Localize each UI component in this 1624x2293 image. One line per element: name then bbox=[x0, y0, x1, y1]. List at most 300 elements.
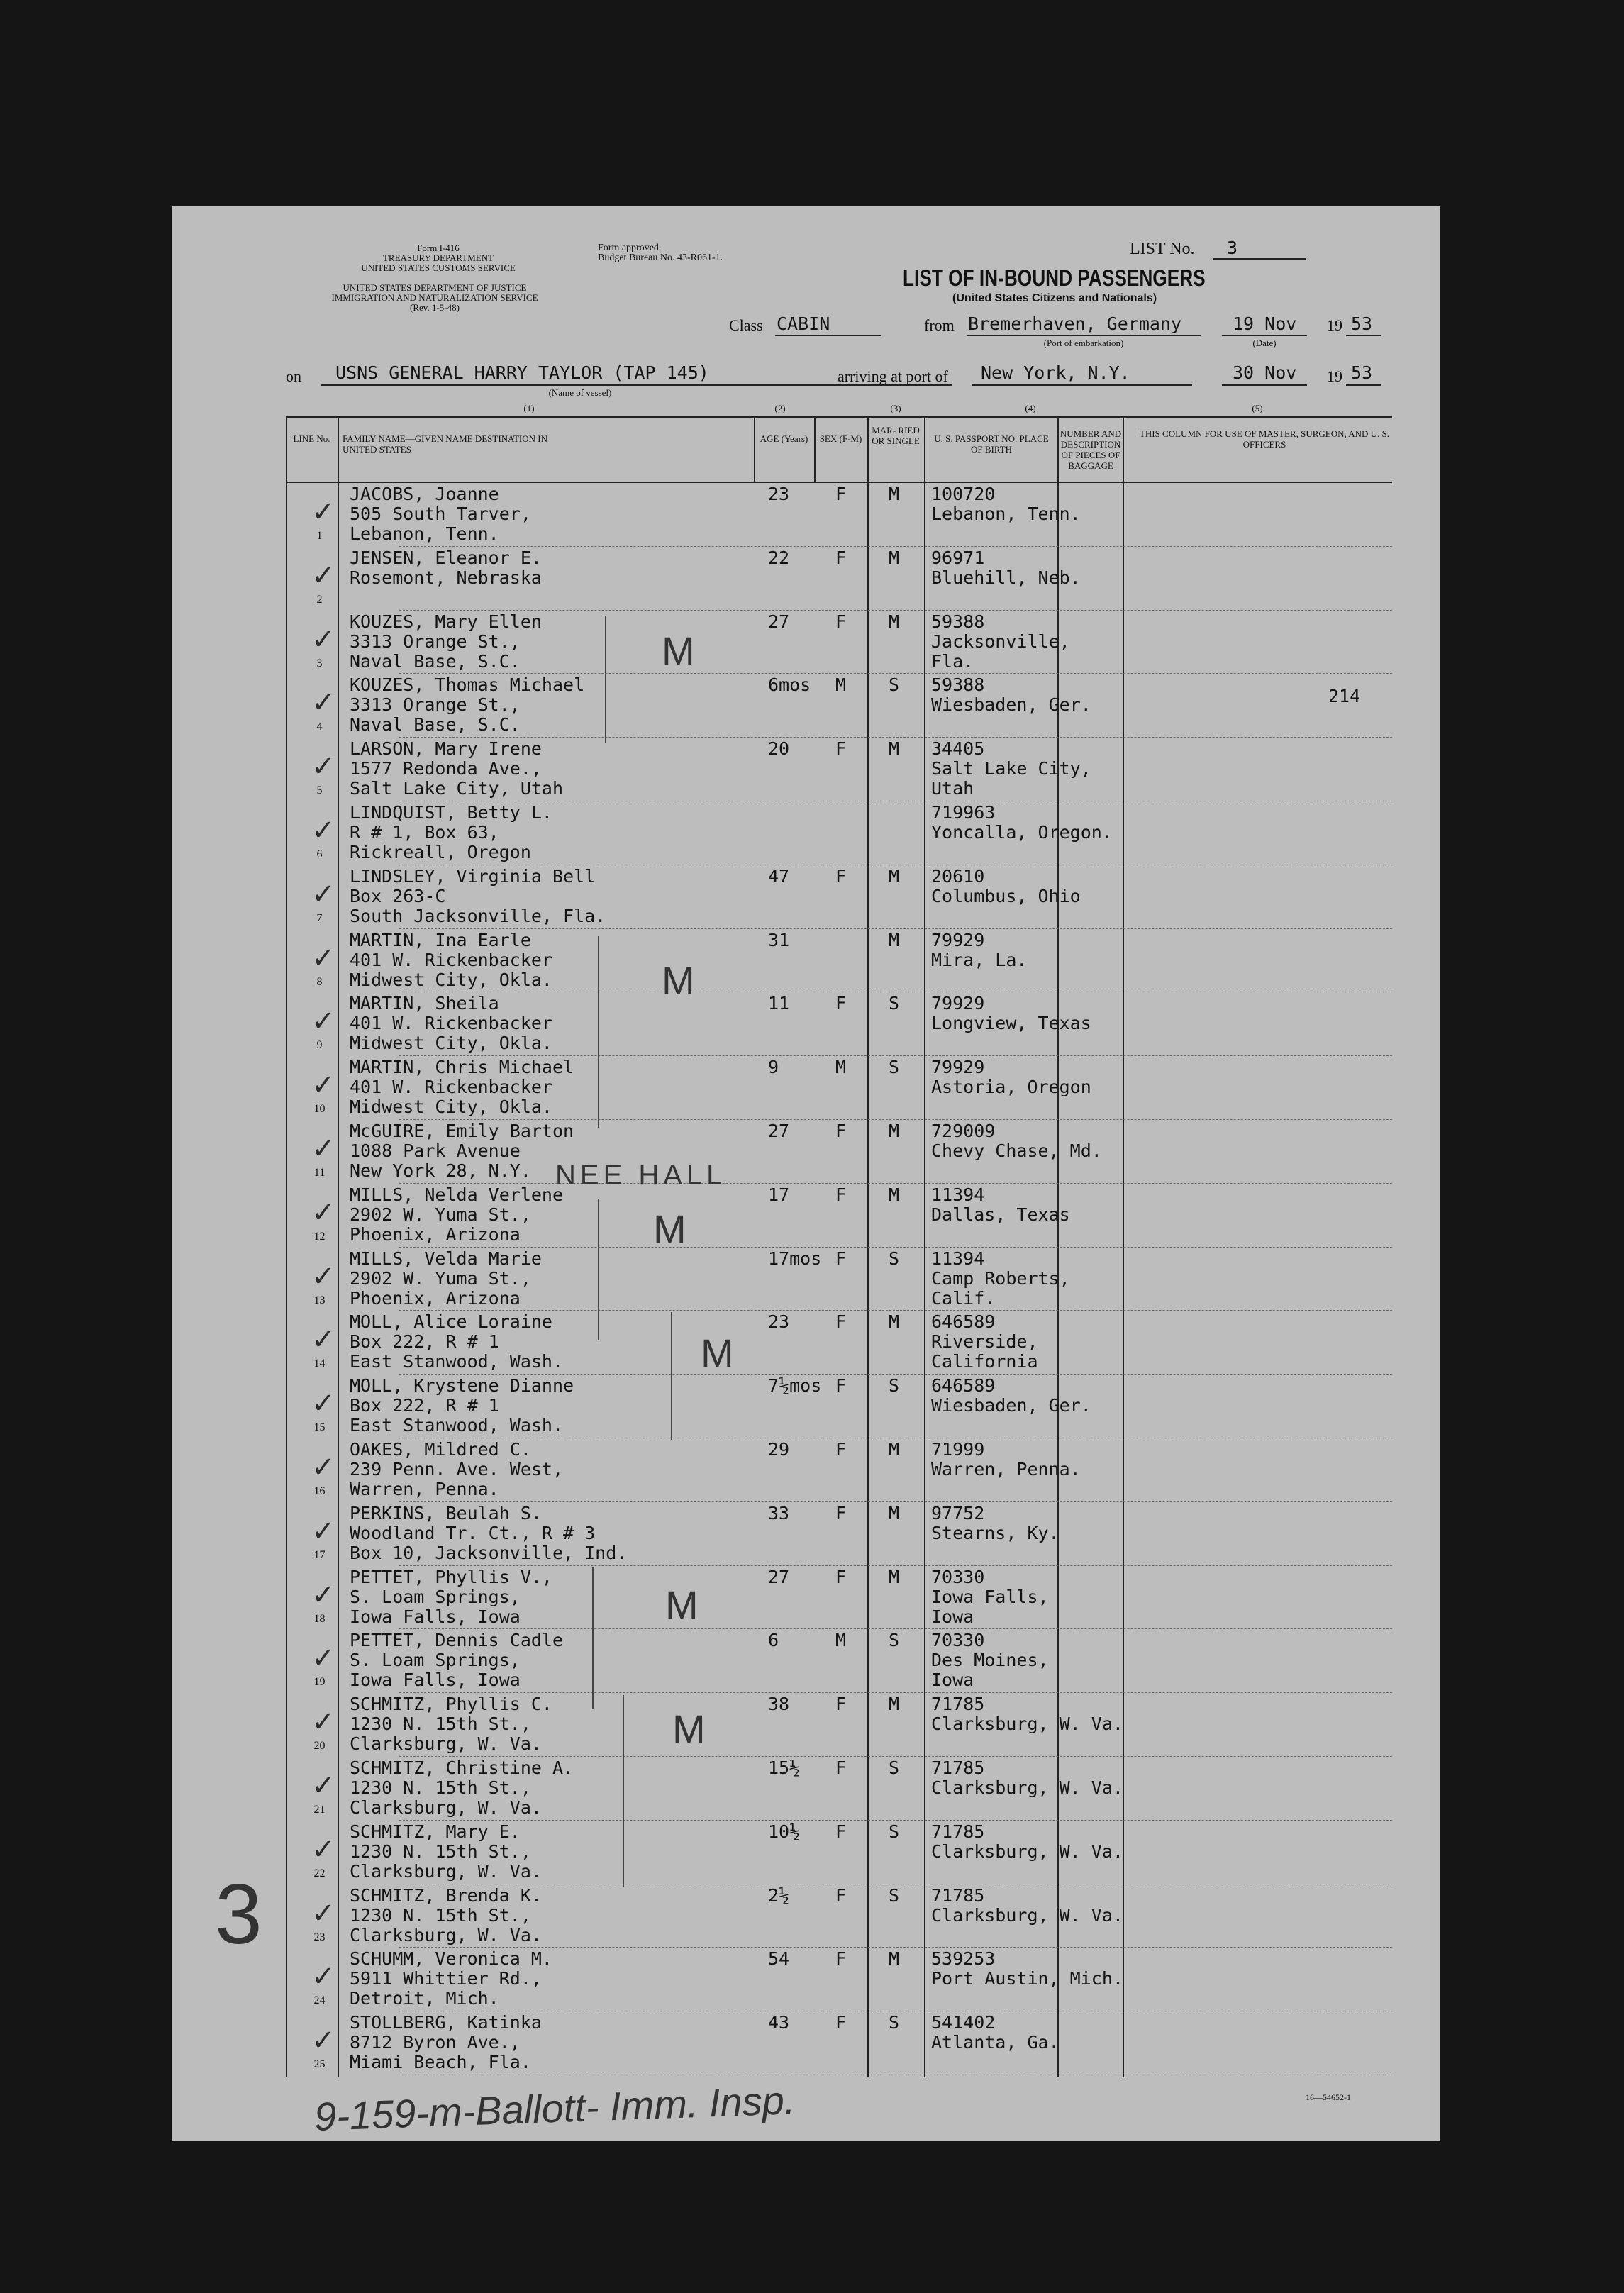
table-row bbox=[286, 611, 1392, 674]
revision: (Rev. 1-5-48) bbox=[410, 302, 460, 313]
line-number: 19 bbox=[313, 1676, 326, 1689]
passenger-table bbox=[286, 416, 1392, 2077]
birth-place: Clarksburg, W. Va. bbox=[931, 1714, 1123, 1735]
vessel-caption: (Name of vessel) bbox=[548, 387, 612, 398]
address-line-2: Naval Base, S.C. bbox=[350, 714, 521, 735]
line-number: 12 bbox=[313, 1230, 326, 1243]
check-mark-icon: ✓ bbox=[311, 1006, 335, 1038]
handwritten-m-mark: M bbox=[662, 958, 695, 1003]
line-number: 23 bbox=[313, 1931, 326, 1943]
footer-code: 16—54652-1 bbox=[1306, 2092, 1351, 2102]
age: 10½ bbox=[768, 1821, 801, 1842]
marital-status: S bbox=[889, 1057, 900, 1078]
sex: F bbox=[835, 1248, 847, 1269]
sex: F bbox=[835, 1311, 847, 1333]
address-line-1: Box 222, R # 1 bbox=[350, 1395, 499, 1416]
passport-number: 11394 bbox=[931, 1184, 985, 1205]
address-line-1: Box 263-C bbox=[350, 885, 446, 906]
sex: F bbox=[835, 1184, 847, 1205]
table-row bbox=[286, 547, 1392, 611]
table-row bbox=[286, 1821, 1392, 1884]
passenger-name: SCHUMM, Veronica M. bbox=[350, 1948, 552, 1970]
marital-status: S bbox=[889, 674, 900, 696]
handwritten-m-mark: M bbox=[653, 1206, 686, 1251]
age: 6 bbox=[768, 1630, 779, 1651]
sex: F bbox=[835, 611, 847, 632]
line-number: 15 bbox=[313, 1421, 326, 1434]
sex: F bbox=[835, 1694, 847, 1715]
birth-place-line-2: Fla. bbox=[931, 650, 974, 672]
check-mark-icon: ✓ bbox=[311, 1133, 335, 1165]
age: 54 bbox=[768, 1948, 790, 1970]
age: 47 bbox=[768, 865, 790, 887]
table-row bbox=[286, 738, 1392, 801]
passport-number: 70330 bbox=[931, 1566, 985, 1587]
passport-number: 79929 bbox=[931, 1057, 985, 1078]
passport-number: 71999 bbox=[931, 1439, 985, 1460]
check-mark-icon: ✓ bbox=[311, 2025, 335, 2057]
departure-date: 19 Nov bbox=[1233, 313, 1297, 334]
birth-place: Longview, Texas bbox=[931, 1013, 1091, 1034]
sex: F bbox=[835, 1121, 847, 1141]
line-number: 20 bbox=[313, 1740, 326, 1753]
marital-status: S bbox=[889, 2012, 900, 2033]
passport-number: 20610 bbox=[931, 865, 985, 887]
col-num-1: (1) bbox=[523, 403, 535, 413]
marital-status: M bbox=[889, 929, 900, 950]
marital-status: S bbox=[889, 1248, 900, 1269]
birth-place: Atlanta, Ga. bbox=[931, 2032, 1060, 2053]
address-line-2: South Jacksonville, Fla. bbox=[350, 905, 606, 926]
address-line-1: 2902 W. Yuma St., bbox=[350, 1204, 531, 1225]
birth-place: Des Moines, bbox=[931, 1650, 1049, 1671]
address-line-1: Woodland Tr. Ct., R # 3 bbox=[350, 1522, 596, 1543]
table-row bbox=[286, 992, 1392, 1056]
address-line-1: 401 W. Rickenbacker bbox=[350, 949, 552, 970]
arrival-year-prefix: 19 bbox=[1327, 367, 1342, 385]
passport-number: 71785 bbox=[931, 1884, 985, 1906]
departure-year-prefix: 19 bbox=[1327, 316, 1342, 334]
line-number: 2 bbox=[316, 593, 323, 606]
departure-year: 53 bbox=[1351, 313, 1373, 334]
birth-place: Warren, Penna. bbox=[931, 1459, 1081, 1479]
arrival-port: New York, N.Y. bbox=[981, 362, 1130, 383]
check-mark-icon: ✓ bbox=[311, 623, 335, 655]
address-line-1: 505 South Tarver, bbox=[350, 504, 531, 524]
handwritten-bracket bbox=[598, 936, 599, 1128]
birth-place: Port Austin, Mich. bbox=[931, 1968, 1123, 1989]
table-row bbox=[286, 929, 1392, 993]
handwritten-inspector-note: 9-159-m-Ballott- Imm. Insp. bbox=[313, 2077, 796, 2139]
sex: M bbox=[835, 1630, 847, 1651]
check-mark-icon: ✓ bbox=[311, 1961, 335, 1993]
check-mark-icon: ✓ bbox=[311, 815, 335, 846]
address-line-2: Naval Base, S.C. bbox=[350, 650, 521, 672]
handwritten-m-mark: M bbox=[662, 628, 695, 673]
passenger-name: OAKES, Mildred C. bbox=[350, 1439, 531, 1460]
check-mark-icon: ✓ bbox=[311, 751, 335, 783]
passport-number: 79929 bbox=[931, 929, 985, 950]
passenger-name: KOUZES, Mary Ellen bbox=[350, 611, 542, 632]
sex: F bbox=[835, 1439, 847, 1460]
passenger-name: MOLL, Krystene Dianne bbox=[350, 1375, 574, 1397]
passenger-name: MILLS, Velda Marie bbox=[350, 1248, 542, 1269]
address-line-1: 5911 Whittier Rd., bbox=[350, 1968, 542, 1989]
marital-status: M bbox=[889, 1439, 900, 1460]
table-row bbox=[286, 1184, 1392, 1248]
line-number: 4 bbox=[316, 721, 323, 733]
age: 6mos bbox=[768, 674, 811, 696]
line-number: 10 bbox=[313, 1103, 326, 1116]
passenger-name: SCHMITZ, Christine A. bbox=[350, 1758, 574, 1778]
address-line-2: Iowa Falls, Iowa bbox=[350, 1670, 521, 1691]
passenger-name: SCHMITZ, Mary E. bbox=[350, 1821, 521, 1842]
sex: M bbox=[835, 674, 847, 696]
passenger-name: LINDSLEY, Virginia Bell bbox=[350, 865, 596, 887]
age: 20 bbox=[768, 738, 790, 760]
address-line-1: 1230 N. 15th St., bbox=[350, 1904, 531, 1926]
col-sex: SEX (F-M) bbox=[819, 433, 862, 444]
sex: F bbox=[835, 738, 847, 760]
address-line-1: S. Loam Springs, bbox=[350, 1586, 521, 1607]
check-mark-icon: ✓ bbox=[311, 1260, 335, 1292]
passport-number: 719963 bbox=[931, 802, 996, 823]
age: 9 bbox=[768, 1057, 779, 1078]
line-number: 13 bbox=[313, 1294, 326, 1306]
list-number: 3 bbox=[1227, 238, 1238, 258]
birth-place-line-2: California bbox=[931, 1351, 1038, 1372]
address-line-2: Phoenix, Arizona bbox=[350, 1223, 521, 1245]
check-mark-icon: ✓ bbox=[311, 687, 335, 719]
marital-status: M bbox=[889, 1948, 900, 1970]
table-row bbox=[286, 1566, 1392, 1630]
marital-status: S bbox=[889, 993, 900, 1014]
check-mark-icon: ✓ bbox=[311, 1515, 335, 1547]
check-mark-icon: ✓ bbox=[311, 1579, 335, 1611]
address-line-2: Midwest City, Okla. bbox=[350, 1096, 552, 1118]
address-line-2: Clarksburg, W. Va. bbox=[350, 1797, 542, 1818]
passport-number: 11394 bbox=[931, 1248, 985, 1269]
line-number: 22 bbox=[313, 1867, 326, 1880]
marital-status: M bbox=[889, 1694, 900, 1715]
passenger-name: PETTET, Dennis Cadle bbox=[350, 1630, 564, 1651]
age: 23 bbox=[768, 1311, 790, 1333]
col-num-2: (2) bbox=[774, 403, 786, 413]
birth-place-line-2: Iowa bbox=[931, 1606, 974, 1627]
line-number: 7 bbox=[316, 911, 323, 924]
passenger-name: STOLLBERG, Katinka bbox=[350, 2012, 542, 2033]
check-mark-icon: ✓ bbox=[311, 496, 335, 528]
marital-status: M bbox=[889, 865, 900, 887]
table-row bbox=[286, 1438, 1392, 1502]
age: 33 bbox=[768, 1502, 790, 1523]
address-line-1: 401 W. Rickenbacker bbox=[350, 1077, 552, 1098]
passenger-name: MOLL, Alice Loraine bbox=[350, 1311, 552, 1333]
passport-number: 59388 bbox=[931, 611, 985, 632]
check-mark-icon: ✓ bbox=[311, 1770, 335, 1801]
sex: F bbox=[835, 1502, 847, 1523]
check-mark-icon: ✓ bbox=[311, 1897, 335, 1929]
birth-place: Bluehill, Neb. bbox=[931, 567, 1081, 588]
address-line-2: Warren, Penna. bbox=[350, 1479, 499, 1499]
address-line-2: New York 28, N.Y. bbox=[350, 1160, 531, 1181]
birth-place: Clarksburg, W. Va. bbox=[931, 1777, 1123, 1798]
table-row bbox=[286, 1757, 1392, 1821]
arrival-year: 53 bbox=[1351, 362, 1373, 383]
age: 17mos bbox=[768, 1248, 822, 1269]
check-mark-icon: ✓ bbox=[311, 1070, 335, 1101]
address-line-1: 1230 N. 15th St., bbox=[350, 1714, 531, 1735]
treasury-dept: TREASURY DEPARTMENT bbox=[382, 252, 494, 263]
birth-place-line-2: Calif. bbox=[931, 1287, 996, 1309]
age: 38 bbox=[768, 1694, 790, 1715]
passport-number: 59388 bbox=[931, 674, 985, 696]
check-mark-icon: ✓ bbox=[311, 1833, 335, 1865]
address-line-1: 2902 W. Yuma St., bbox=[350, 1267, 531, 1289]
sex: F bbox=[835, 1884, 847, 1906]
birth-place-line-2: Iowa bbox=[931, 1670, 974, 1691]
table-row bbox=[286, 1056, 1392, 1120]
passport-number: 646589 bbox=[931, 1311, 996, 1333]
handwritten-bracket bbox=[605, 616, 606, 743]
address-line-2: Clarksburg, W. Va. bbox=[350, 1860, 542, 1882]
passport-number: 71785 bbox=[931, 1758, 985, 1778]
passenger-name: SCHMITZ, Phyllis C. bbox=[350, 1694, 552, 1715]
passport-number: 729009 bbox=[931, 1121, 996, 1141]
birth-place: Astoria, Oregon bbox=[931, 1077, 1091, 1098]
sex: F bbox=[835, 484, 847, 504]
address-line-2: Midwest City, Okla. bbox=[350, 969, 552, 990]
port-embark-caption: (Port of embarkation) bbox=[1043, 338, 1124, 348]
sex: F bbox=[835, 2012, 847, 2033]
class-value: CABIN bbox=[777, 313, 830, 334]
arriving-label: arriving at port of bbox=[838, 367, 948, 385]
marital-status: M bbox=[889, 1121, 900, 1141]
marital-status: M bbox=[889, 611, 900, 632]
check-mark-icon: ✓ bbox=[311, 1643, 335, 1675]
passport-number: 71785 bbox=[931, 1694, 985, 1715]
address-line-1: Rosemont, Nebraska bbox=[350, 567, 542, 588]
birth-place: Columbus, Ohio bbox=[931, 885, 1081, 906]
passport-number: 539253 bbox=[931, 1948, 996, 1970]
sex: F bbox=[835, 1821, 847, 1842]
table-row bbox=[286, 2011, 1392, 2075]
handwritten-bracket bbox=[592, 1567, 594, 1709]
handwritten-m-mark: M bbox=[665, 1582, 699, 1627]
birth-place: Clarksburg, W. Va. bbox=[931, 1840, 1123, 1862]
table-row bbox=[286, 1248, 1392, 1311]
marital-status: S bbox=[889, 1375, 900, 1397]
check-mark-icon: ✓ bbox=[311, 560, 335, 592]
sex: F bbox=[835, 547, 847, 568]
age: 27 bbox=[768, 1121, 790, 1141]
on-label: on bbox=[286, 367, 301, 385]
list-label: LIST No. bbox=[1130, 240, 1195, 258]
handwritten-bracket bbox=[623, 1695, 624, 1887]
birth-place: Stearns, Ky. bbox=[931, 1522, 1060, 1543]
passenger-name: JACOBS, Joanne bbox=[350, 484, 499, 504]
passenger-name: PETTET, Phyllis V., bbox=[350, 1566, 552, 1587]
passport-number: 34405 bbox=[931, 738, 985, 760]
passport-number: 96971 bbox=[931, 547, 985, 568]
col-age: AGE (Years) bbox=[760, 433, 808, 444]
age: 27 bbox=[768, 611, 790, 632]
address-line-2: Clarksburg, W. Va. bbox=[350, 1924, 542, 1945]
vessel-name: USNS GENERAL HARRY TAYLOR (TAP 145) bbox=[335, 362, 709, 383]
line-number: 14 bbox=[313, 1358, 326, 1370]
check-mark-icon: ✓ bbox=[311, 1452, 335, 1483]
col-num-5: (5) bbox=[1252, 403, 1263, 413]
birth-place: Iowa Falls, bbox=[931, 1586, 1049, 1607]
from-label: from bbox=[924, 316, 955, 334]
line-number: 8 bbox=[316, 975, 323, 988]
age: 43 bbox=[768, 2012, 790, 2033]
col-name: FAMILY NAME—GIVEN NAME DESTINATION IN UNITED STATES bbox=[343, 433, 548, 455]
col-num-3: (3) bbox=[890, 403, 901, 413]
passenger-name: MARTIN, Ina Earle bbox=[350, 929, 531, 950]
age: 31 bbox=[768, 929, 790, 950]
customs-service: UNITED STATES CUSTOMS SERVICE bbox=[361, 262, 516, 273]
marital-status: M bbox=[889, 1311, 900, 1333]
sex: F bbox=[835, 1375, 847, 1397]
age: 27 bbox=[768, 1566, 790, 1587]
address-line-2: East Stanwood, Wash. bbox=[350, 1351, 564, 1372]
address-line-1: 1230 N. 15th St., bbox=[350, 1777, 531, 1798]
address-line-1: S. Loam Springs, bbox=[350, 1650, 521, 1671]
address-line-2: Box 10, Jacksonville, Ind. bbox=[350, 1542, 628, 1563]
officer-note: 214 bbox=[1328, 686, 1361, 707]
check-mark-icon: ✓ bbox=[311, 1706, 335, 1738]
passenger-name: SCHMITZ, Brenda K. bbox=[350, 1884, 542, 1906]
address-line-1: 3313 Orange St., bbox=[350, 631, 521, 652]
marital-status: M bbox=[889, 547, 900, 568]
check-mark-icon: ✓ bbox=[311, 1388, 335, 1420]
line-number: 6 bbox=[316, 848, 323, 860]
line-number: 9 bbox=[316, 1039, 323, 1052]
passenger-name: LINDQUIST, Betty L. bbox=[350, 802, 552, 823]
table-row bbox=[286, 1948, 1392, 2011]
address-line-2: Miami Beach, Fla. bbox=[350, 2052, 531, 2073]
age: 11 bbox=[768, 993, 790, 1014]
col-officers: THIS COLUMN FOR USE OF MASTER, SURGEON, AND U. S. OFFICERS bbox=[1139, 428, 1390, 450]
passport-number: 97752 bbox=[931, 1502, 985, 1523]
table-body bbox=[286, 483, 1392, 2075]
handwritten-nee-hall: NEE HALL bbox=[555, 1160, 727, 1191]
ins-service: IMMIGRATION AND NATURALIZATION SERVICE bbox=[331, 292, 538, 303]
age: 22 bbox=[768, 547, 790, 568]
birth-place: Dallas, Texas bbox=[931, 1204, 1070, 1225]
address-line-2: East Stanwood, Wash. bbox=[350, 1415, 564, 1436]
address-line-2: Phoenix, Arizona bbox=[350, 1287, 521, 1309]
col-passport: U. S. PASSPORT NO. PLACE OF BIRTH bbox=[934, 433, 1049, 455]
justice-dept: UNITED STATES DEPARTMENT OF JUSTICE bbox=[343, 282, 527, 293]
birth-place: Jacksonville, bbox=[931, 631, 1070, 652]
sex: F bbox=[835, 1948, 847, 1970]
page-title: LIST OF IN-BOUND PASSENGERS bbox=[903, 265, 1206, 291]
address-line-1: 401 W. Rickenbacker bbox=[350, 1013, 552, 1034]
address-line-2: Detroit, Mich. bbox=[350, 1988, 499, 2009]
line-number: 17 bbox=[313, 1548, 326, 1561]
marital-status: S bbox=[889, 1630, 900, 1651]
passenger-name: KOUZES, Thomas Michael bbox=[350, 674, 585, 696]
col-line-no: LINE No. bbox=[293, 433, 330, 444]
handwritten-margin-number: 3 bbox=[215, 1867, 262, 1962]
page-subtitle: (United States Citizens and Nationals) bbox=[952, 292, 1157, 304]
line-number: 5 bbox=[316, 784, 323, 797]
table-row bbox=[286, 1884, 1392, 1948]
birth-place: Wiesbaden, Ger. bbox=[931, 694, 1091, 716]
sex: M bbox=[835, 1057, 847, 1078]
line-number: 16 bbox=[313, 1485, 326, 1497]
marital-status: S bbox=[889, 1821, 900, 1842]
address-line-1: 239 Penn. Ave. West, bbox=[350, 1459, 564, 1479]
age: 15½ bbox=[768, 1758, 801, 1778]
line-number: 11 bbox=[313, 1167, 326, 1179]
handwritten-m-mark: M bbox=[672, 1706, 706, 1751]
address-line-1: 3313 Orange St., bbox=[350, 694, 521, 716]
sex: F bbox=[835, 865, 847, 887]
passenger-name: McGUIRE, Emily Barton bbox=[350, 1121, 574, 1141]
table-row bbox=[286, 1120, 1392, 1184]
marital-status: M bbox=[889, 484, 900, 504]
table-row bbox=[286, 674, 1392, 738]
passport-number: 79929 bbox=[931, 993, 985, 1014]
col-baggage: NUMBER AND DESCRIPTION OF PIECES OF BAGGAGE bbox=[1060, 428, 1122, 471]
table-row bbox=[286, 1311, 1392, 1375]
passenger-name: PERKINS, Beulah S. bbox=[350, 1502, 542, 1523]
age: 17 bbox=[768, 1184, 790, 1205]
check-mark-icon: ✓ bbox=[311, 878, 335, 910]
class-label: Class bbox=[729, 316, 763, 334]
passport-number: 71785 bbox=[931, 1821, 985, 1842]
address-line-2: Salt Lake City, Utah bbox=[350, 778, 564, 799]
approval-line-1: Form approved. bbox=[598, 243, 662, 253]
birth-place: Camp Roberts, bbox=[931, 1267, 1070, 1289]
passenger-name: MARTIN, Sheila bbox=[350, 993, 499, 1014]
birth-place: Salt Lake City, bbox=[931, 758, 1091, 779]
check-mark-icon: ✓ bbox=[311, 1324, 335, 1356]
date-caption: (Date) bbox=[1252, 338, 1277, 348]
col-num-4: (4) bbox=[1025, 403, 1036, 413]
address-line-2: Rickreall, Oregon bbox=[350, 842, 531, 862]
birth-place: Lebanon, Tenn. bbox=[931, 504, 1081, 524]
table-row bbox=[286, 1375, 1392, 1438]
sex: F bbox=[835, 1758, 847, 1778]
age: 7½mos bbox=[768, 1375, 822, 1397]
marital-status: M bbox=[889, 1184, 900, 1205]
address-line-1: 8712 Byron Ave., bbox=[350, 2032, 521, 2053]
birth-place: Riverside, bbox=[931, 1331, 1038, 1353]
line-number: 1 bbox=[316, 530, 323, 542]
line-number: 18 bbox=[313, 1612, 326, 1625]
address-line-2: Lebanon, Tenn. bbox=[350, 523, 499, 544]
check-mark-icon: ✓ bbox=[311, 1197, 335, 1228]
birth-place: Wiesbaden, Ger. bbox=[931, 1395, 1091, 1416]
address-line-1: 1577 Redonda Ave., bbox=[350, 758, 542, 779]
birth-place: Mira, La. bbox=[931, 949, 1028, 970]
passport-number: 646589 bbox=[931, 1375, 996, 1397]
col-married: MAR- RIED OR SINGLE bbox=[872, 425, 920, 446]
birth-place: Chevy Chase, Md. bbox=[931, 1140, 1102, 1161]
table-row bbox=[286, 1629, 1392, 1693]
table-row bbox=[286, 865, 1392, 929]
passenger-name: MARTIN, Chris Michael bbox=[350, 1057, 574, 1078]
port-of-embarkation: Bremerhaven, Germany bbox=[968, 313, 1182, 334]
address-line-1: 1230 N. 15th St., bbox=[350, 1840, 531, 1862]
sex: F bbox=[835, 993, 847, 1014]
marital-status: S bbox=[889, 1758, 900, 1778]
age: 23 bbox=[768, 484, 790, 504]
